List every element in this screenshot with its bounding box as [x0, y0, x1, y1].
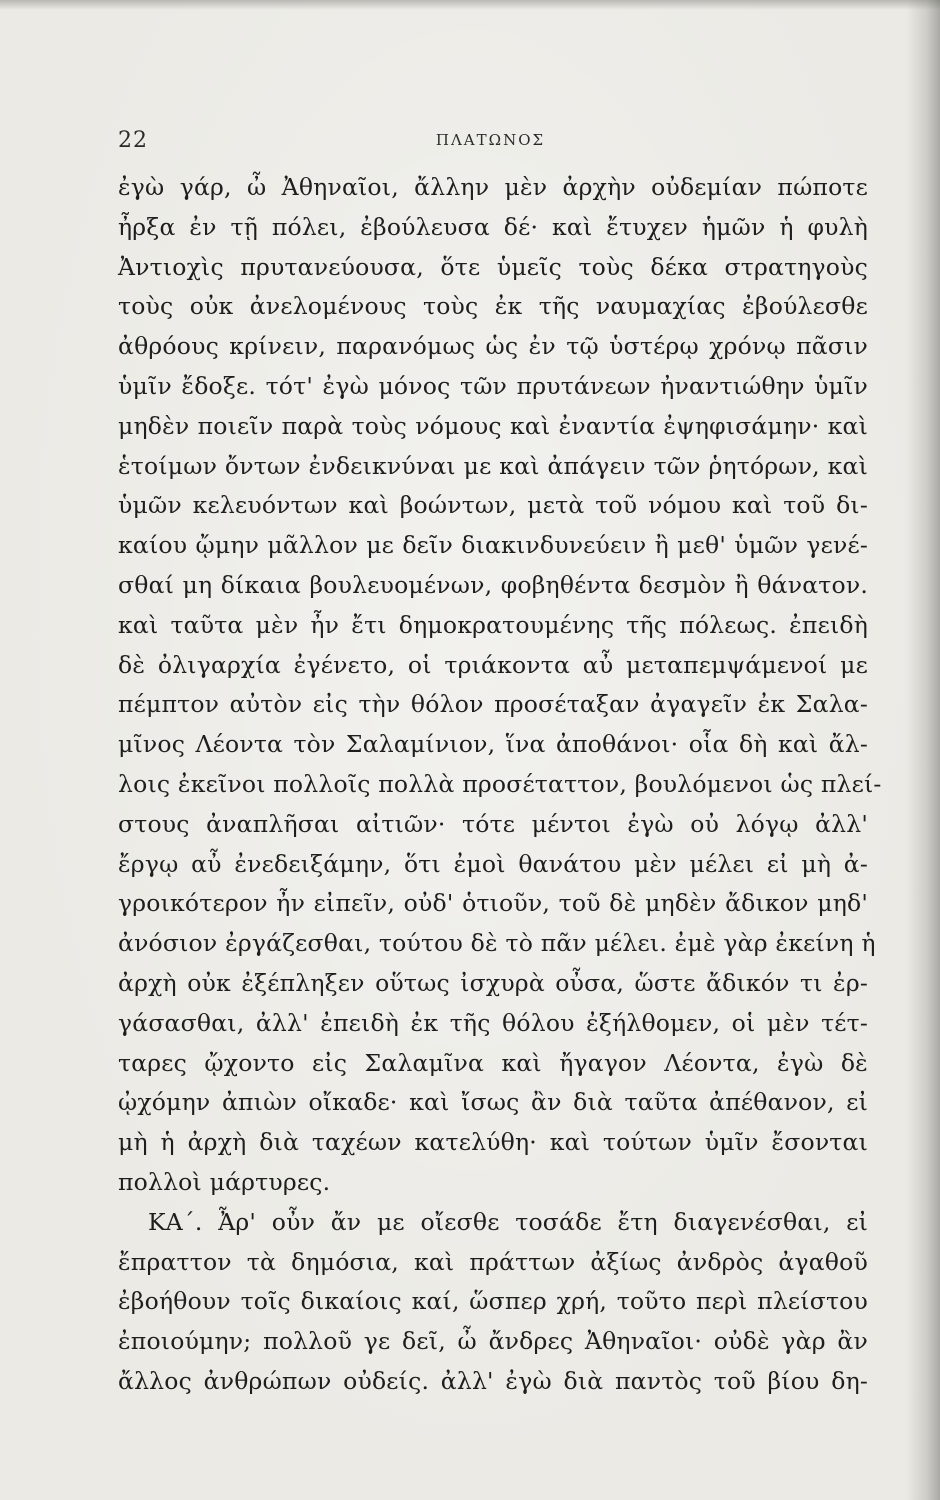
text-line: ἀνόσιον ἐργάζεσθαι, τούτου δὲ τὸ πᾶν μέλει. ἐμὲ γὰρ ἐκείνη ἡ — [118, 929, 876, 958]
text-line: πολλοὶ μάρτυρες. — [118, 1167, 331, 1196]
text-line: μηδὲν ποιεῖν παρὰ τοὺς νόμους καὶ ἐναντία ἐψηφισάμην· καὶ — [118, 411, 868, 440]
text-line: ὑμῶν κελευόντων καὶ βοώντων, μετὰ τοῦ νόμου καὶ τοῦ δι- — [118, 491, 868, 520]
page-gutter-shadow — [906, 0, 940, 1500]
text-line: πέμπτον αὐτὸν εἰς τὴν θόλον προσέταξαν ἀγαγεῖν ἐκ Σαλα- — [118, 690, 868, 719]
text-line: τοὺς οὐκ ἀνελομένους τοὺς ἐκ τῆς ναυμαχίας ἐβούλεσθε — [118, 292, 868, 321]
chapter-start-line: ΚΑ΄. Ἆρ' οὖν ἄν με οἴεσθε τοσάδε ἔτη διαγενέσθαι, εἰ — [148, 1207, 868, 1236]
text-line: ἐγὼ γάρ, ὦ Ἀθηναῖοι, ἄλλην μὲν ἀρχὴν οὐδεμίαν πώποτε — [118, 173, 868, 201]
text-line: ἔπραττον τὰ δημόσια, καὶ πράττων ἀξίως ἀνδρὸς ἀγαθοῦ — [118, 1247, 868, 1276]
text-line: καίου ᾤμην μᾶλλον με δεῖν διακινδυνεύειν ἢ μεθ' ὑμῶν γενέ- — [118, 531, 868, 560]
text-line: λοις ἐκεῖνοι πολλοῖς πολλὰ προσέταττον, βουλόμενοι ὡς πλεί- — [118, 769, 882, 798]
text-line: γροικότερον ἦν εἰπεῖν, οὐδ' ὁτιοῦν, τοῦ δὲ μηδὲν ἄδικον μηδ' — [118, 889, 868, 918]
text-line: ταρες ᾤχοντο εἰς Σαλαμῖνα καὶ ἤγαγον Λέοντα, ἐγὼ δὲ — [118, 1048, 868, 1077]
text-line: μὴ ἡ ἀρχὴ διὰ ταχέων κατελύθη· καὶ τούτων ὑμῖν ἔσονται — [118, 1128, 868, 1157]
text-line: ἀρχὴ οὐκ ἐξέπληξεν οὕτως ἰσχυρὰ οὖσα, ὥστε ἄδικόν τι ἐρ- — [118, 968, 868, 997]
page-top-shadow — [0, 0, 940, 10]
text-line: ἐβοήθουν τοῖς δικαίοις καί, ὥσπερ χρή, τοῦτο περὶ πλείστου — [118, 1287, 868, 1316]
text-line: ᾠχόμην ἀπιὼν οἴκαδε· καὶ ἴσως ἂν διὰ ταῦτα ἀπέθανον, εἰ — [118, 1088, 868, 1117]
text-line: γάσασθαι, ἀλλ' ἐπειδὴ ἐκ τῆς θόλου ἐξήλθομεν, οἱ μὲν τέτ- — [118, 1008, 868, 1037]
text-line: ἑτοίμων ὄντων ἐνδεικνύναι με καὶ ἀπάγειν τῶν ῥητόρων, καὶ — [118, 451, 868, 480]
text-line: ἐποιούμην; πολλοῦ γε δεῖ, ὦ ἄνδρες Ἀθηναῖοι· οὐδὲ γὰρ ἂν — [118, 1327, 868, 1356]
text-line: ἄλλος ἀνθρώπων οὐδείς. ἀλλ' ἐγὼ διὰ παντὸς τοῦ βίου δη- — [118, 1366, 868, 1395]
text-line: ὑμῖν ἔδοξε. τότ' ἐγὼ μόνος τῶν πρυτάνεων ἠναντιώθην ὑμῖν — [118, 371, 868, 400]
text-line: Ἀντιοχὶς πρυτανεύουσα, ὅτε ὑμεῖς τοὺς δέκα στρατηγοὺς — [118, 252, 868, 281]
text-line: μῖνος Λέοντα τὸν Σαλαμίνιον, ἵνα ἀποθάνοι· οἷα δὴ καὶ ἄλ- — [118, 730, 868, 759]
text-line: ἀθρόους κρίνειν, παρανόμως ὡς ἐν τῷ ὑστέρῳ χρόνῳ πᾶσιν — [118, 332, 868, 361]
text-line: στους ἀναπλῆσαι αἰτιῶν· τότε μέντοι ἐγὼ οὐ λόγῳ ἀλλ' — [118, 809, 868, 838]
page-number: 22 — [118, 128, 148, 153]
text-line: δὲ ὀλιγαρχία ἐγένετο, οἱ τριάκοντα αὖ μεταπεμψάμενοί με — [118, 650, 868, 679]
text-line: ἦρξα ἐν τῇ πόλει, ἐβούλευσα δέ· καὶ ἔτυχεν ἡμῶν ἡ φυλὴ — [118, 212, 868, 241]
body-text — [118, 168, 882, 1402]
text-line: καὶ ταῦτα μὲν ἦν ἔτι δημοκρατουμένης τῆς πόλεως. ἐπειδὴ — [118, 610, 868, 639]
text-line: ἔργῳ αὖ ἐνεδειξάμην, ὅτι ἐμοὶ θανάτου μὲν μέλει εἰ μὴ ἀ- — [118, 849, 868, 878]
text-line: σθαί μη δίκαια βουλευομένων, φοβηθέντα δεσμὸν ἢ θάνατον. — [118, 570, 868, 599]
running-title: ΠΛΑΤΩΝΟΣ — [435, 131, 546, 149]
running-head — [118, 128, 863, 158]
